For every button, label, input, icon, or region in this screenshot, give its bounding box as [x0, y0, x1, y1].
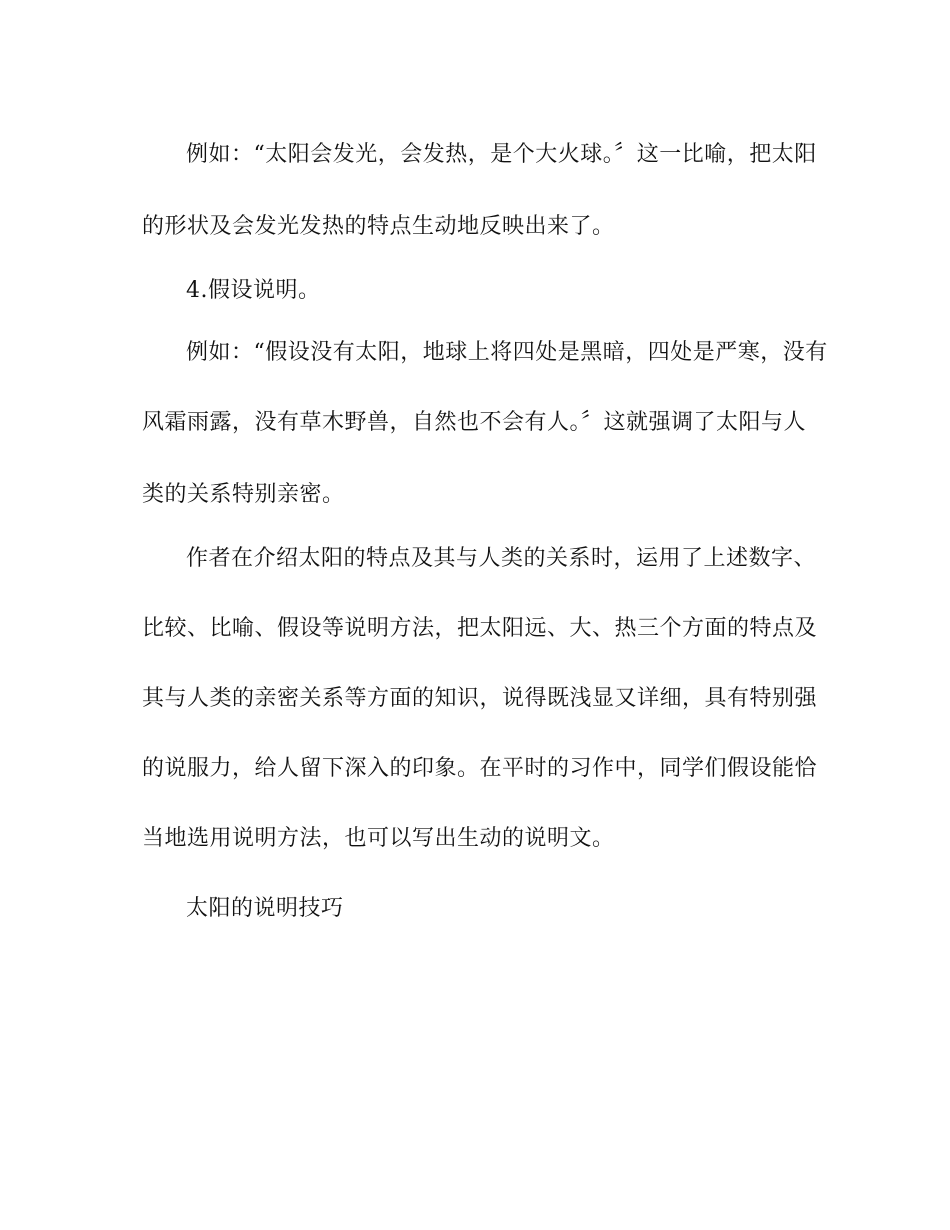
paragraph-line: 比较、比喻、假设等说明方法，把太阳远、大、热三个方面的特点及	[142, 616, 818, 641]
paragraph-line: 例如：“假设没有太阳，地球上将四处是黑暗，四处是严寒，没有	[186, 340, 828, 365]
section-heading: 4.假设说明。	[186, 278, 321, 303]
paragraph-line: 其与人类的亲密关系等方面的知识，说得既浅显又详细，具有特别强	[142, 686, 818, 711]
paragraph-line: 当地选用说明方法，也可以写出生动的说明文。	[142, 826, 615, 851]
paragraph-line: 例如：“太阳会发光，会发热，是个大火球。〞这一比喻，把太阳	[186, 142, 817, 167]
paragraph-line: 的形状及会发光发热的特点生动地反映出来了。	[142, 214, 615, 239]
paragraph-line: 的说服力，给人留下深入的印象。在平时的习作中，同学们假设能恰	[142, 756, 818, 781]
paragraph-line: 作者在介绍太阳的特点及其与人类的关系时，运用了上述数字、	[186, 546, 817, 571]
paragraph-line: 风霜雨露，没有草木野兽，自然也不会有人。〞这就强调了太阳与人	[142, 410, 807, 435]
paragraph-line: 类的关系特别亲密。	[142, 482, 345, 507]
section-title: 太阳的说明技巧	[186, 896, 344, 921]
